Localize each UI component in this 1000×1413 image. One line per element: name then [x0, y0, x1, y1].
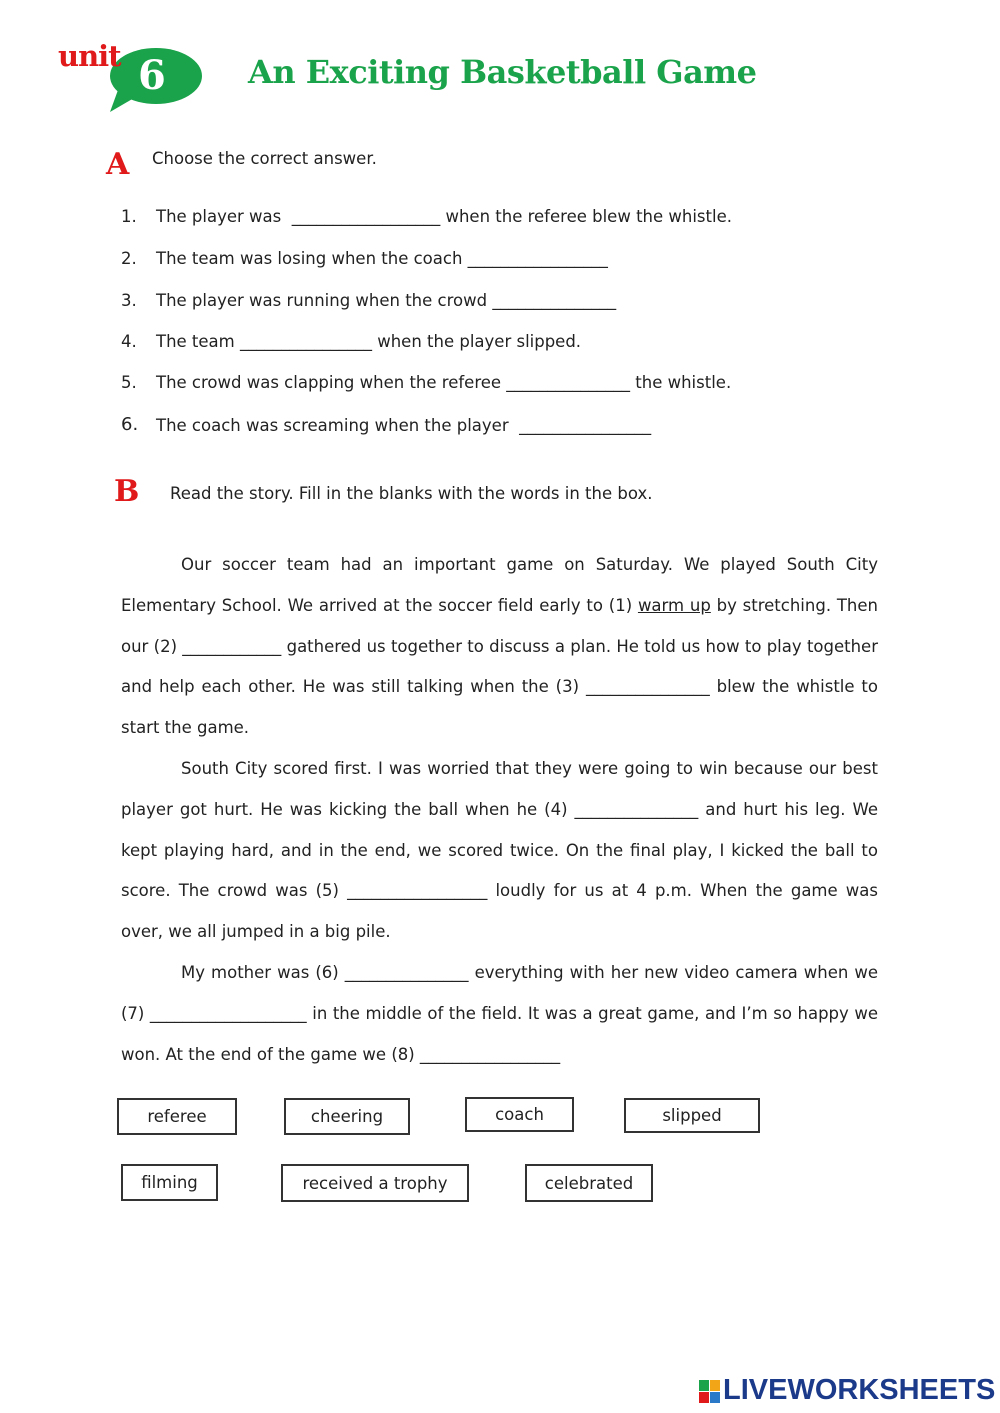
unit-number: 6 — [138, 52, 166, 99]
story-text — [121, 545, 878, 1075]
liveworksheets-logo-icon — [699, 1380, 721, 1404]
word-box-item: cheering — [284, 1098, 410, 1135]
question-text: The player was __________________ when the referee blew the whistle. — [156, 207, 732, 226]
section-b-letter: B — [114, 474, 140, 509]
question-text: The player was running when the crowd _______________ — [156, 291, 617, 310]
question-text: The team was losing when the coach _________________ — [156, 249, 608, 268]
unit-label: unit — [58, 39, 121, 73]
question-text: The crowd was clapping when the referee _______________ the whistle. — [156, 373, 732, 392]
question-number: 3. — [121, 291, 137, 310]
story-paragraph-3: My mother was (6) _______________ everything with her new video camera when we (7) ___________________ in the middle of the field. It was a great game, and I’m so happy we won. At the end of the game we (8) _________________ — [121, 962, 878, 1064]
page-title: An Exciting Basketball Game — [248, 53, 757, 91]
question-number: 4. — [121, 332, 137, 351]
section-b-instruction: Read the story. Fill in the blanks with the words in the box. — [170, 484, 653, 503]
section-a-instruction: Choose the correct answer. — [152, 149, 377, 168]
question-number: 2. — [121, 249, 137, 268]
word-box-item: coach — [465, 1097, 574, 1132]
question-number: 1. — [121, 207, 137, 226]
question-text: The coach was screaming when the player ________________ — [156, 416, 652, 435]
word-box-item: slipped — [624, 1098, 760, 1133]
question-number: 6. — [121, 414, 139, 435]
example-answer: warm up — [637, 595, 711, 615]
word-box-item: referee — [117, 1098, 237, 1135]
section-a-letter: A — [106, 147, 130, 182]
word-box-item: filming — [121, 1164, 218, 1201]
word-box-item: celebrated — [525, 1164, 653, 1202]
question-text: The team ________________ when the player slipped. — [156, 332, 582, 351]
story-paragraph-2: South City scored first. I was worried that they were going to win because our best player got hurt. He was kicking the ball when he (4) _______________ and hurt his leg. We kept playing hard, and in the end, we scored twice. On the final play, I kicked the ball to score. The crowd was (5) _________________ loudly for us at 4 p.m. When the game was over, we all jumped in a big pile. — [121, 758, 878, 942]
word-box-item: received a trophy — [281, 1164, 469, 1202]
story-paragraph-1: Our soccer team had an important game on Saturday. We played South City Elementary School. We arrived at the soccer field early to (1) warm up by stretching. Then our (2) ____________ gathered us together to discuss a plan. He told us how to play together and help each other. He was still talking when the (3) _______________ blew the whistle to start the game. — [121, 555, 878, 738]
liveworksheets-logo[interactable]: LIVEWORKSHEETS — [723, 1374, 996, 1406]
question-number: 5. — [121, 373, 137, 392]
